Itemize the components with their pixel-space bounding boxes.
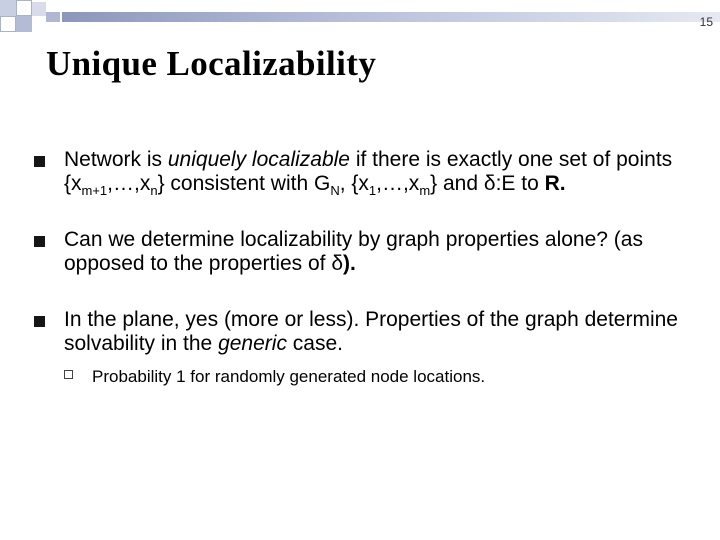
deco-square bbox=[0, 0, 16, 16]
text: case. bbox=[286, 332, 343, 355]
text: Can we determine localizability by graph properties alone? (as opposed to the properties of δ bbox=[64, 228, 643, 275]
text: } consistent with G bbox=[157, 172, 331, 195]
text: ,…,x bbox=[107, 172, 151, 195]
emphasis-text: uniquely localizable bbox=[167, 148, 350, 171]
header-bar bbox=[62, 12, 720, 22]
bullet-item-2 bbox=[34, 228, 684, 276]
sub-bullet-item bbox=[64, 366, 684, 388]
deco-square bbox=[32, 2, 46, 16]
text: } and δ:E to bbox=[430, 172, 545, 195]
text: if there is exactly one set of points {x bbox=[64, 148, 673, 195]
square-bullet-icon bbox=[34, 236, 45, 247]
text: ,…,x bbox=[376, 172, 420, 195]
square-bullet-icon bbox=[34, 316, 45, 327]
deco-square-outline bbox=[0, 16, 16, 32]
slide-number: 15 bbox=[699, 15, 713, 29]
bold-text: R. bbox=[544, 172, 566, 195]
hollow-square-bullet-icon bbox=[64, 370, 73, 379]
square-bullet-icon bbox=[34, 156, 45, 167]
text: Network is bbox=[64, 148, 168, 171]
subscript: 1 bbox=[368, 183, 377, 199]
slide-title: Unique Localizability bbox=[46, 44, 377, 83]
subscript: N bbox=[330, 183, 340, 199]
deco-square bbox=[46, 12, 60, 22]
subscript: n bbox=[150, 183, 158, 199]
deco-square bbox=[16, 16, 32, 32]
subscript: m bbox=[419, 183, 431, 199]
text: , {x bbox=[339, 172, 369, 195]
text: In the plane, yes (more or less). Properties of the graph determine solvability in the bbox=[64, 308, 678, 355]
bullet-list bbox=[34, 148, 684, 388]
bullet-item-3 bbox=[34, 308, 684, 356]
bullet-item-1 bbox=[34, 148, 684, 199]
emphasis-text: generic bbox=[218, 332, 287, 355]
sub-bullet-text: Probability 1 for randomly generated node locations. bbox=[92, 367, 486, 386]
bold-text: ). bbox=[343, 252, 356, 275]
deco-square-outline bbox=[16, 0, 32, 16]
subscript: m+1 bbox=[81, 183, 108, 199]
